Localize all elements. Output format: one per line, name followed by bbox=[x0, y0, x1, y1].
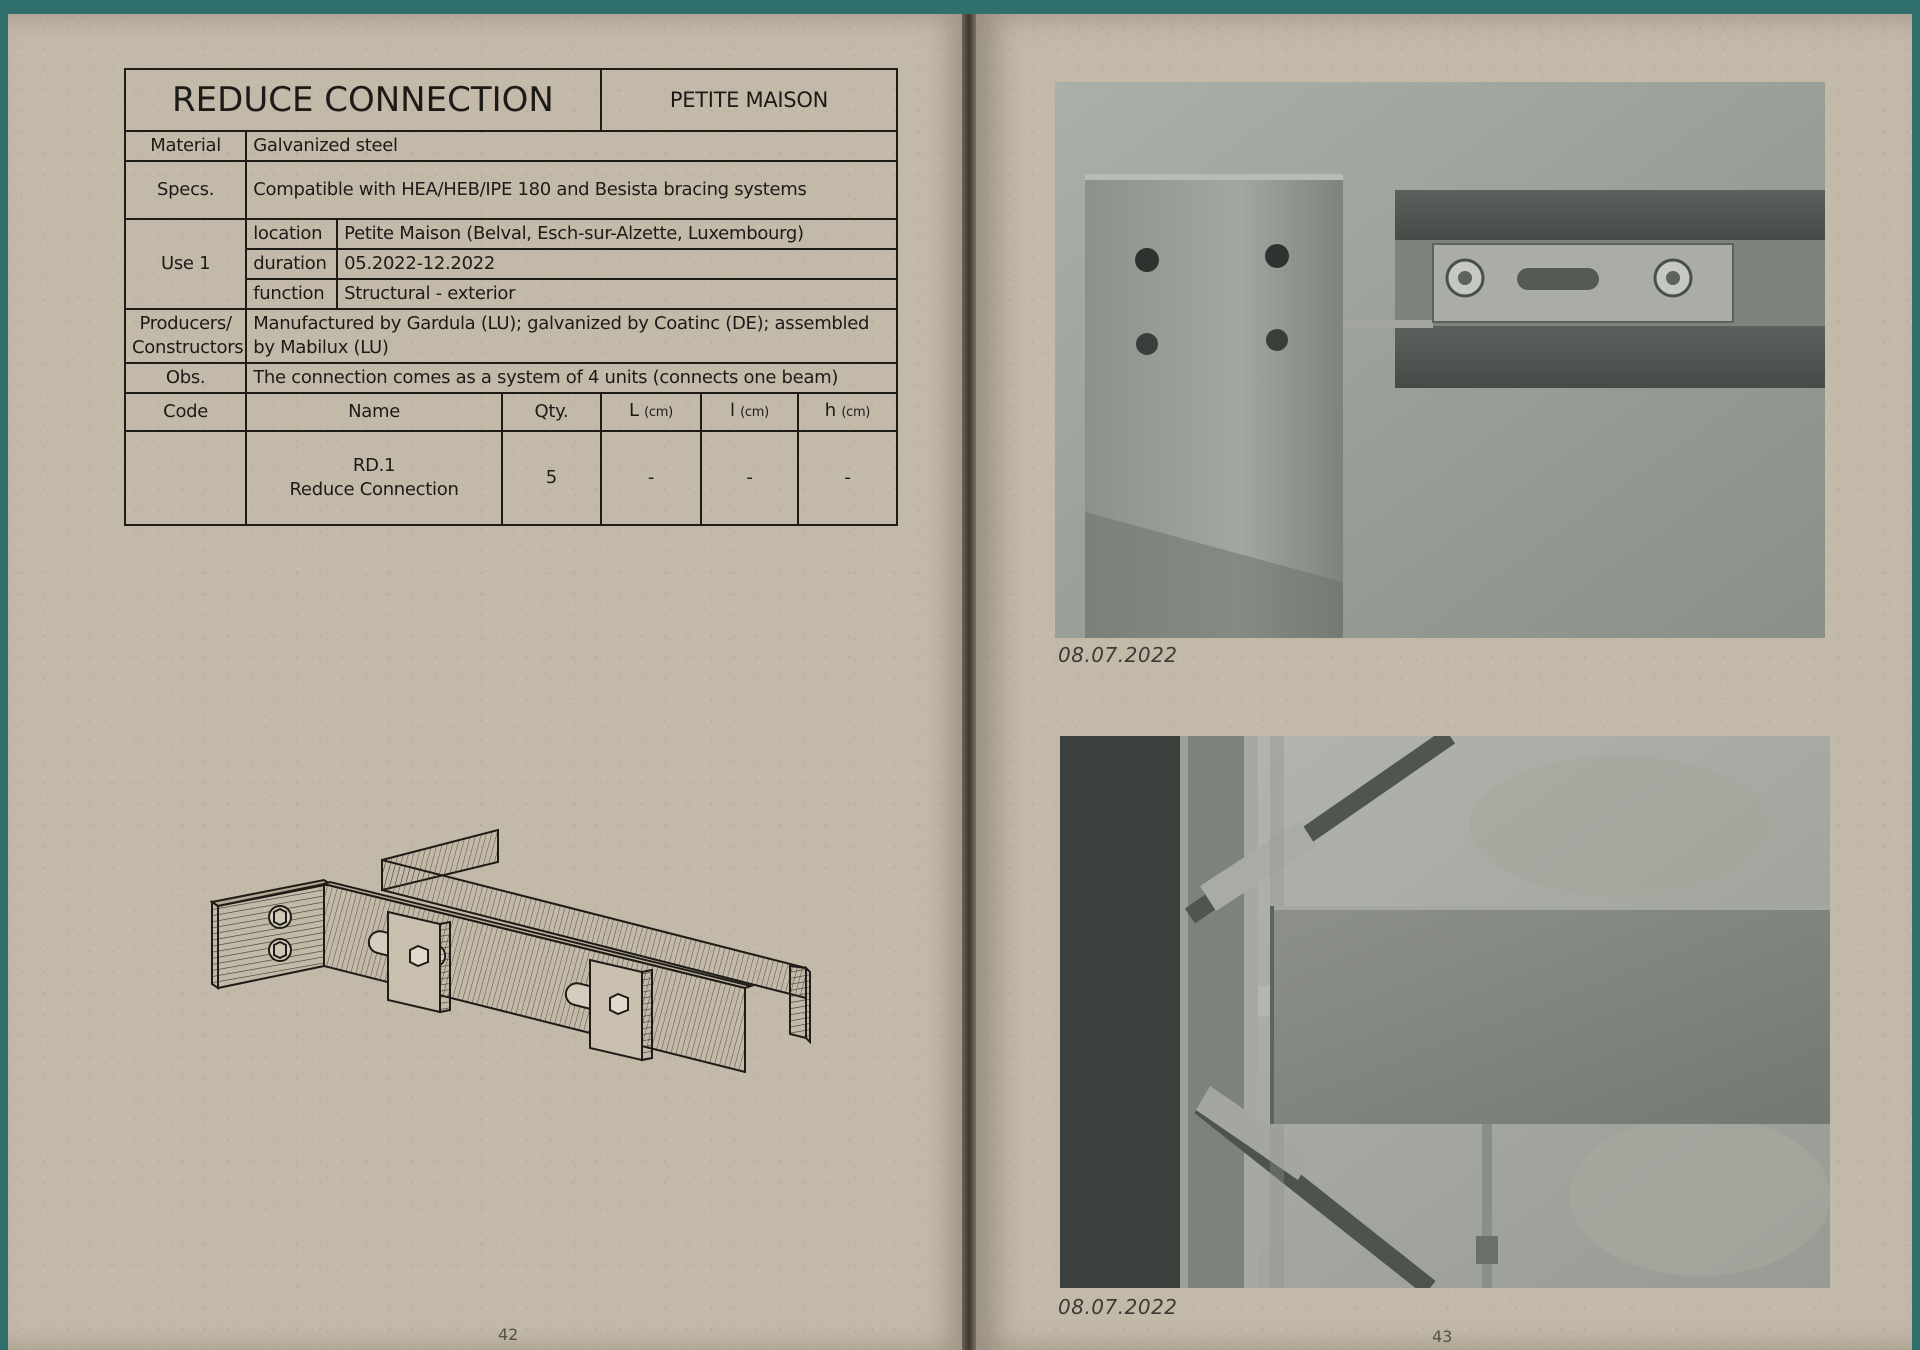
header-length-unit: (cm) bbox=[644, 405, 673, 420]
item-qty: 5 bbox=[502, 431, 601, 525]
item-length: - bbox=[601, 431, 701, 525]
producers-label bbox=[125, 309, 246, 363]
left-page-number: 42 bbox=[498, 1325, 519, 1344]
function-value: Structural - exterior bbox=[337, 279, 897, 309]
duration-label: duration bbox=[246, 249, 337, 279]
specs-label: Specs. bbox=[125, 161, 246, 219]
obs-value: The connection comes as a system of 4 units (connects one beam) bbox=[246, 363, 897, 393]
photo-2-image bbox=[1060, 736, 1830, 1288]
header-length bbox=[601, 393, 701, 431]
header-qty: Qty. bbox=[502, 393, 601, 431]
duration-value: 05.2022-12.2022 bbox=[337, 249, 897, 279]
header-width-unit: (cm) bbox=[740, 405, 769, 420]
item-name-line-1: RD.1 bbox=[352, 455, 396, 476]
photo-beam-connection-closeup bbox=[1055, 82, 1825, 638]
header-width bbox=[701, 393, 798, 431]
item-name-line-2: Reduce Connection bbox=[289, 479, 459, 500]
producers-label-line-2: Constructors bbox=[132, 337, 244, 358]
photo-1-image bbox=[1055, 82, 1825, 638]
header-name: Name bbox=[246, 393, 502, 431]
header-width-symbol: l bbox=[729, 400, 735, 421]
producers-label-line-1: Producers/ bbox=[139, 313, 232, 334]
spec-title: REDUCE CONNECTION bbox=[125, 69, 601, 131]
specs-value: Compatible with HEA/HEB/IPE 180 and Besista bracing systems bbox=[246, 161, 897, 219]
header-height-unit: (cm) bbox=[841, 405, 871, 420]
producers-value-line-1: Manufactured by Gardula (LU); galvanized by Coatinc (DE); assembled bbox=[253, 313, 870, 334]
spec-table bbox=[124, 68, 898, 526]
header-height bbox=[798, 393, 897, 431]
book-gutter bbox=[962, 14, 976, 1350]
item-width: - bbox=[701, 431, 798, 525]
producers-value-line-2: by Mabilux (LU) bbox=[253, 337, 389, 358]
item-height: - bbox=[798, 431, 897, 525]
header-code: Code bbox=[125, 393, 246, 431]
header-length-symbol: L bbox=[628, 400, 639, 421]
photo-2-date: 08.07.2022 bbox=[1058, 1295, 1178, 1319]
photo-1-date: 08.07.2022 bbox=[1058, 643, 1178, 667]
function-label: function bbox=[246, 279, 337, 309]
right-page-number: 43 bbox=[1432, 1327, 1453, 1346]
producers-value bbox=[246, 309, 897, 363]
material-value: Galvanized steel bbox=[246, 131, 897, 161]
spec-project: PETITE MAISON bbox=[601, 69, 897, 131]
item-name bbox=[246, 431, 502, 525]
item-code bbox=[125, 431, 246, 525]
drawing-lines bbox=[212, 830, 810, 1072]
obs-label: Obs. bbox=[125, 363, 246, 393]
use-label: Use 1 bbox=[125, 219, 246, 309]
photo-column-beam-junction bbox=[1060, 736, 1830, 1288]
connection-drawing bbox=[200, 820, 820, 1100]
location-value: Petite Maison (Belval, Esch-sur-Alzette, Luxembourg) bbox=[337, 219, 897, 249]
location-label: location bbox=[246, 219, 337, 249]
material-label: Material bbox=[125, 131, 246, 161]
header-height-symbol: h bbox=[824, 400, 836, 421]
